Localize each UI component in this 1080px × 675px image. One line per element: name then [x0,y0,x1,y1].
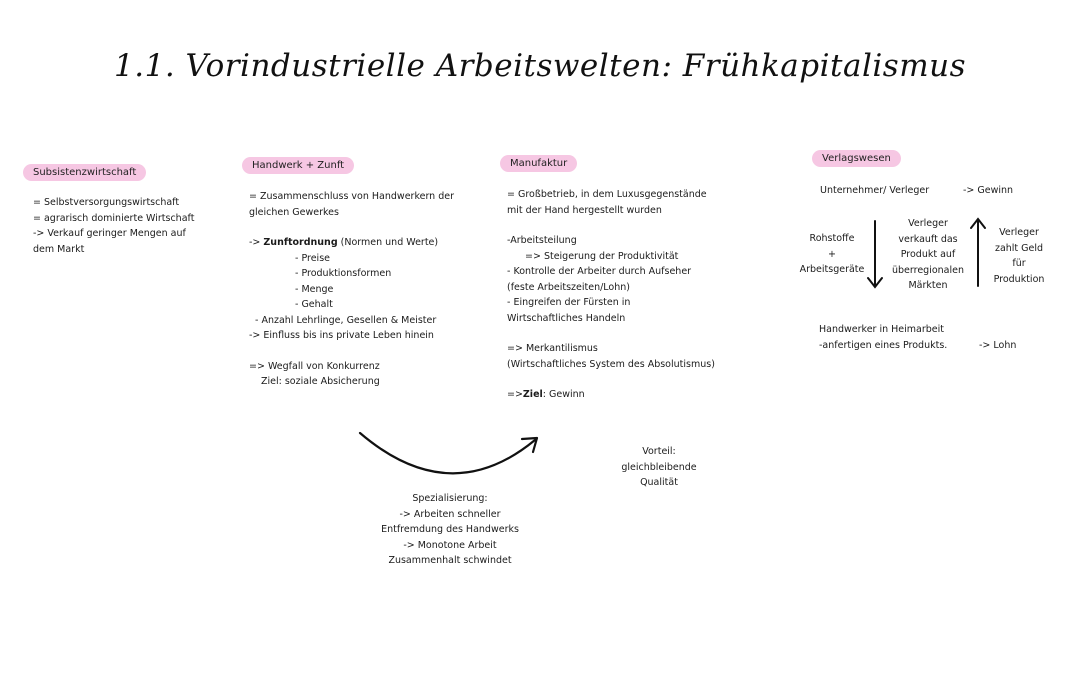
text-line: + [828,248,836,260]
text-line: Produkt auf [900,249,956,260]
text-line: Zusammenhalt schwindet [388,555,512,566]
text-line: überregionalen [891,264,964,276]
text-line: = Zusammenschluss von Handwerkern der [249,191,455,202]
handwerk-notes [249,189,454,390]
text-line: Qualität [640,477,678,488]
heading-subsistenzwirtschaft: Subsistenzwirtschaft [23,164,146,181]
verlag-top-left: Unternehmer/ Verleger [820,185,930,196]
page-title: 1.1. Vorindustrielle Arbeitswelten: Frühkapitalismus [114,48,966,84]
ziel-term: Ziel [522,389,543,400]
text-line: Ziel: soziale Absicherung [261,376,380,387]
text-line: mit der Hand hergestellt wurden [507,204,662,216]
text-line: Produktion [993,273,1045,285]
list-item: - Produktionsformen [295,268,392,279]
text-line: dem Markt [33,243,85,255]
list-item: - Gehalt [295,299,333,310]
text-line: -> Verkauf geringer Mengen auf [33,228,186,239]
text-line: für [1012,258,1026,269]
curved-arrow-icon [350,425,550,495]
vorteil-notes [613,444,705,491]
text-line: => Wegfall von Konkurrenz [249,360,380,372]
subsistenz-notes [33,195,194,257]
verlag-lohn: -> Lohn [979,340,1017,351]
text-line: -> Monotone Arbeit [403,539,497,551]
text-line: -anfertigen eines Produkts. [819,339,948,351]
verlag-top-right: -> Gewinn [963,185,1014,196]
text-line: => Steigerung der Produktivität [525,250,679,262]
text-line: Entfremdung des Handwerks [381,524,519,535]
verlag-inputs [796,231,868,278]
text-line: -Arbeitsteilung [507,235,577,246]
text-line: - Eingreifen der Fürsten in [507,297,631,308]
text-line: Vorteil: [642,446,676,457]
text-line: -> Arbeiten schneller [399,508,501,520]
text-line: Verleger [999,227,1039,238]
manufaktur-notes [507,187,715,403]
text-line: Arbeitsgeräte [799,264,865,275]
text-line: Märkten [908,280,948,291]
text-line: Rohstoffe [809,233,855,244]
heading-handwerk-zunft: Handwerk + Zunft [242,157,354,174]
heading-verlagswesen: Verlagswesen [812,150,901,167]
list-item: - Preise [295,252,330,264]
text-line: verkauft das [898,233,958,245]
text-line: - Anzahl Lehrlinge, Gesellen & Meister [255,314,437,326]
zunftordnung-term: Zunftordnung [263,237,338,248]
text-line: gleichen Gewerkes [249,206,339,218]
text-line: -> Einfluss bis ins private Leben hinein [249,330,434,341]
list-item: - Menge [295,283,334,295]
down-arrow-icon [864,218,886,292]
text-line: zahlt Geld [994,242,1044,254]
text-line: Handwerker in Heimarbeit [819,324,944,335]
text-line: - Kontrolle der Arbeiter durch Aufseher [507,266,692,277]
text-line: -> Zunftordnung (Normen und Werte) [249,237,439,248]
text-line: = Selbstversorgungswirtschaft [33,197,180,208]
text-line: gleichbleibende [621,461,697,473]
verlag-bottom [819,322,947,353]
spezialisierung-notes [370,491,530,569]
text-line: => Merkantilismus [507,343,598,354]
text-line: Verleger [908,218,948,229]
heading-manufaktur: Manufaktur [500,155,577,172]
verlag-payment [988,225,1050,287]
text-line: = Großbetrieb, in dem Luxusgegenstände [507,189,707,200]
text-line: (Wirtschaftliches System des Absolutismus) [507,358,715,370]
text-line: =>Ziel: Gewinn [507,389,585,400]
text-line: Wirtschaftliches Handeln [507,312,626,324]
verlag-sales [884,216,972,294]
text-line: = agrarisch dominierte Wirtschaft [33,212,195,224]
up-arrow-icon [967,214,989,290]
text-line: (feste Arbeitszeiten/Lohn) [507,281,630,293]
text-line: Spezialisierung: [412,493,488,504]
